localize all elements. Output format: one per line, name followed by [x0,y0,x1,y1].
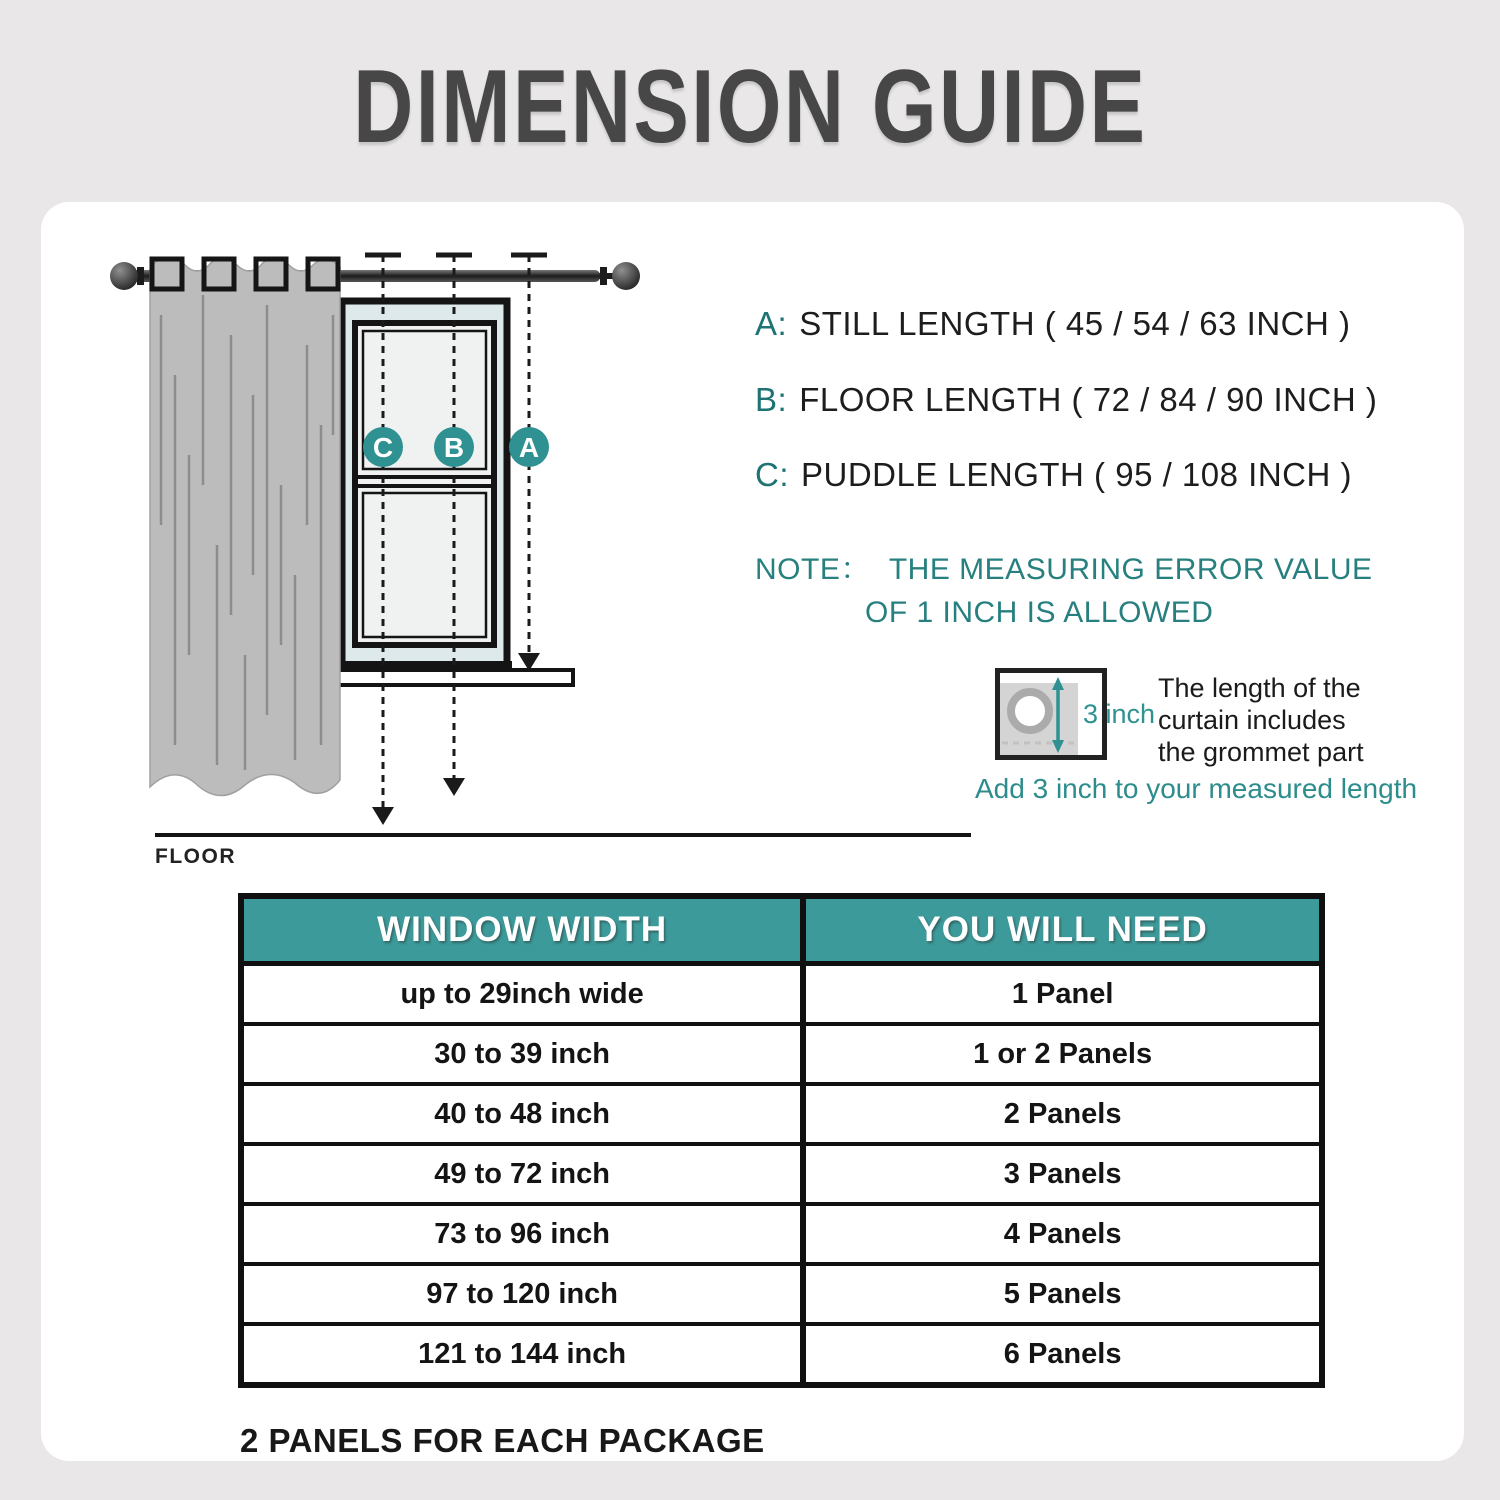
measure-markers [363,427,549,467]
length-line-b [755,381,1377,419]
page-title: DIMENSION GUIDE [352,49,1148,165]
table-row [244,1206,1319,1266]
table-header-row [244,899,1319,966]
length-c-text: PUDDLE LENGTH ( 95 / 108 INCH ) [801,456,1352,493]
table-cell-panels: 3 Panels [1003,1158,1122,1190]
table-cell-panels: 4 Panels [1003,1218,1122,1250]
length-c-prefix: C: [755,456,789,493]
grommet-caption-line2: curtain includes [1158,705,1346,735]
marker-a-label: A [518,432,540,463]
table-header-window-width: WINDOW WIDTH [244,899,806,961]
marker-b-label: B [443,432,465,463]
rod-finial-right [612,262,640,290]
table-cell-width: 121 to 144 inch [244,1326,806,1382]
table-cell-panels: 5 Panels [1003,1278,1122,1310]
table-cell-width: 97 to 120 inch [244,1266,806,1322]
table-cell-width: up to 29inch wide [244,966,806,1022]
table-row [244,966,1319,1026]
marker-c-label: C [372,432,394,463]
table-header-you-will-need: YOU WILL NEED [917,910,1208,949]
curtain-panel [150,258,340,796]
note-label: NOTE： [755,553,871,586]
table-cell-panels: 1 or 2 Panels [973,1038,1153,1070]
length-a-prefix: A: [755,305,788,342]
note-line-1 [755,544,1373,588]
length-b-text: FLOOR LENGTH ( 72 / 84 / 90 INCH ) [799,381,1378,418]
grommet-caption [1158,672,1364,768]
table-row [244,1026,1319,1086]
grommet-measure-label: 3 inch [1083,699,1156,729]
length-b-prefix: B: [755,381,788,418]
table-row [244,1266,1319,1326]
panel-size-table [238,893,1325,1388]
table-cell-panels: 2 Panels [1003,1098,1122,1130]
note-line-2 [865,596,1213,630]
note-text-1: THE MEASURING ERROR VALUE [888,553,1373,586]
grommet-ring [1011,692,1049,730]
table-row [244,1146,1319,1206]
table-cell-width: 73 to 96 inch [244,1206,806,1262]
table-row [244,1086,1319,1146]
grommet-caption-line3: the grommet part [1158,737,1364,767]
table-cell-width: 49 to 72 inch [244,1146,806,1202]
grommet-diagram [995,668,1156,760]
table-cell-panels: 1 Panel [1011,978,1114,1010]
table-footnote: 2 PANELS FOR EACH PACKAGE [240,1422,765,1459]
table-row [244,1326,1319,1382]
length-a-text: STILL LENGTH ( 45 / 54 / 63 INCH ) [799,305,1351,342]
page-title-wrap [0,48,1500,167]
note-text-2: OF 1 INCH IS ALLOWED [865,596,1214,629]
grommet-tip: Add 3 inch to your measured length [975,773,1418,804]
table-cell-panels: 6 Panels [1003,1338,1122,1370]
length-line-a [755,305,1350,343]
table-cell-width: 40 to 48 inch [244,1086,806,1142]
grommet-caption-line1: The length of the [1158,673,1361,703]
length-line-c [755,456,1352,494]
floor-label: FLOOR [155,845,236,868]
table-cell-width: 30 to 39 inch [244,1026,806,1082]
rod-finial-left [110,262,138,290]
